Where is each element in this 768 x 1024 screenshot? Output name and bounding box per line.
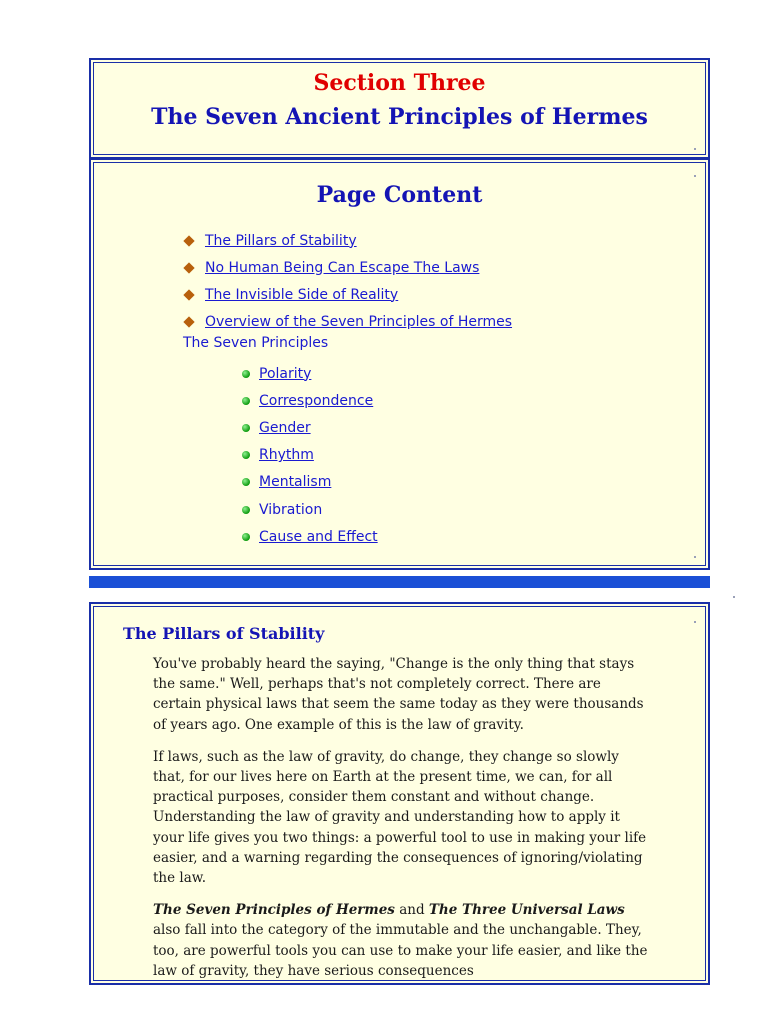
principle-link-correspondence[interactable]: Correspondence xyxy=(259,392,374,409)
toc-item xyxy=(183,254,512,281)
green-dot-icon xyxy=(242,424,250,432)
bold-title-three-laws: The Three Universal Laws xyxy=(428,902,625,919)
principles-list xyxy=(242,360,378,550)
green-dot-icon xyxy=(242,451,250,459)
principle-link-cause-and-effect[interactable]: Cause and Effect xyxy=(259,528,378,545)
green-dot-icon xyxy=(242,533,250,541)
conjunction-text: and xyxy=(394,902,429,919)
article-paragraph xyxy=(153,900,653,981)
toc-item xyxy=(183,227,512,254)
toc-list xyxy=(183,227,512,335)
principle-item xyxy=(242,496,378,523)
article-paragraph: If laws, such as the law of gravity, do change, they change so slowly that, for our lives here on Earth at the present time, we can, for all practical purposes, consider them constant and without change. Understanding the law of gravity and understanding how to apply it your life gives you two things: a powerful tool to use in making your life easier, and a warning regarding the consequences of ignoring/violating the law. xyxy=(153,748,647,887)
paragraph-text: also fall into the category of the immutable and the unchangable. They, too, are powerful tools you can use to make your life easier, and like the law of gravity, they have serious consequences xyxy=(153,922,648,979)
principle-link-polarity[interactable]: Polarity xyxy=(259,365,312,382)
principle-item xyxy=(242,469,378,496)
page-content-heading: Page Content xyxy=(316,182,483,208)
diamond-bullet-icon xyxy=(183,235,194,246)
divider-bar xyxy=(89,576,710,588)
green-dot-icon xyxy=(242,506,250,514)
section-title: Section Three xyxy=(313,70,486,96)
principle-item xyxy=(242,442,378,469)
green-dot-icon xyxy=(242,478,250,486)
article-body xyxy=(153,654,653,985)
diamond-bullet-icon xyxy=(183,289,194,300)
article-paragraph: You've probably heard the saying, "Change is the only thing that stays the same." Well, perhaps that's not completely correct. There are certain physical laws that seem the same today as they were thousands of years ago. One example of this is the law of gravity. xyxy=(153,656,644,733)
diamond-bullet-icon xyxy=(183,262,194,273)
toc-link-pillars-of-stability[interactable]: The Pillars of Stability xyxy=(205,232,357,249)
article-heading: The Pillars of Stability xyxy=(123,624,325,643)
toc-link-no-human-being[interactable]: No Human Being Can Escape The Laws xyxy=(205,259,480,276)
decorative-dot xyxy=(733,596,735,598)
decorative-dot xyxy=(694,621,696,623)
principle-vibration: Vibration xyxy=(259,501,323,518)
decorative-dot xyxy=(694,556,696,558)
principle-link-mentalism[interactable]: Mentalism xyxy=(259,474,332,491)
principle-item xyxy=(242,523,378,550)
page-content-panel xyxy=(89,158,710,570)
principle-link-gender[interactable]: Gender xyxy=(259,419,311,436)
title-panel xyxy=(89,58,710,159)
toc-item xyxy=(183,308,512,335)
bold-title-seven-principles: The Seven Principles of Hermes xyxy=(153,902,395,919)
seven-principles-label: The Seven Principles xyxy=(183,335,329,351)
green-dot-icon xyxy=(242,397,250,405)
diamond-bullet-icon xyxy=(183,316,194,327)
page-title: The Seven Ancient Principles of Hermes xyxy=(151,104,648,130)
toc-link-overview[interactable]: Overview of the Seven Principles of Hermes xyxy=(205,313,513,330)
toc-item xyxy=(183,281,512,308)
principle-item xyxy=(242,360,378,387)
decorative-dot xyxy=(694,148,696,150)
decorative-dot xyxy=(694,175,696,177)
toc-link-invisible-side[interactable]: The Invisible Side of Reality xyxy=(205,286,399,303)
principle-item xyxy=(242,387,378,414)
principle-item xyxy=(242,414,378,441)
principle-link-rhythm[interactable]: Rhythm xyxy=(259,447,314,464)
article-panel xyxy=(89,602,710,985)
green-dot-icon xyxy=(242,370,250,378)
